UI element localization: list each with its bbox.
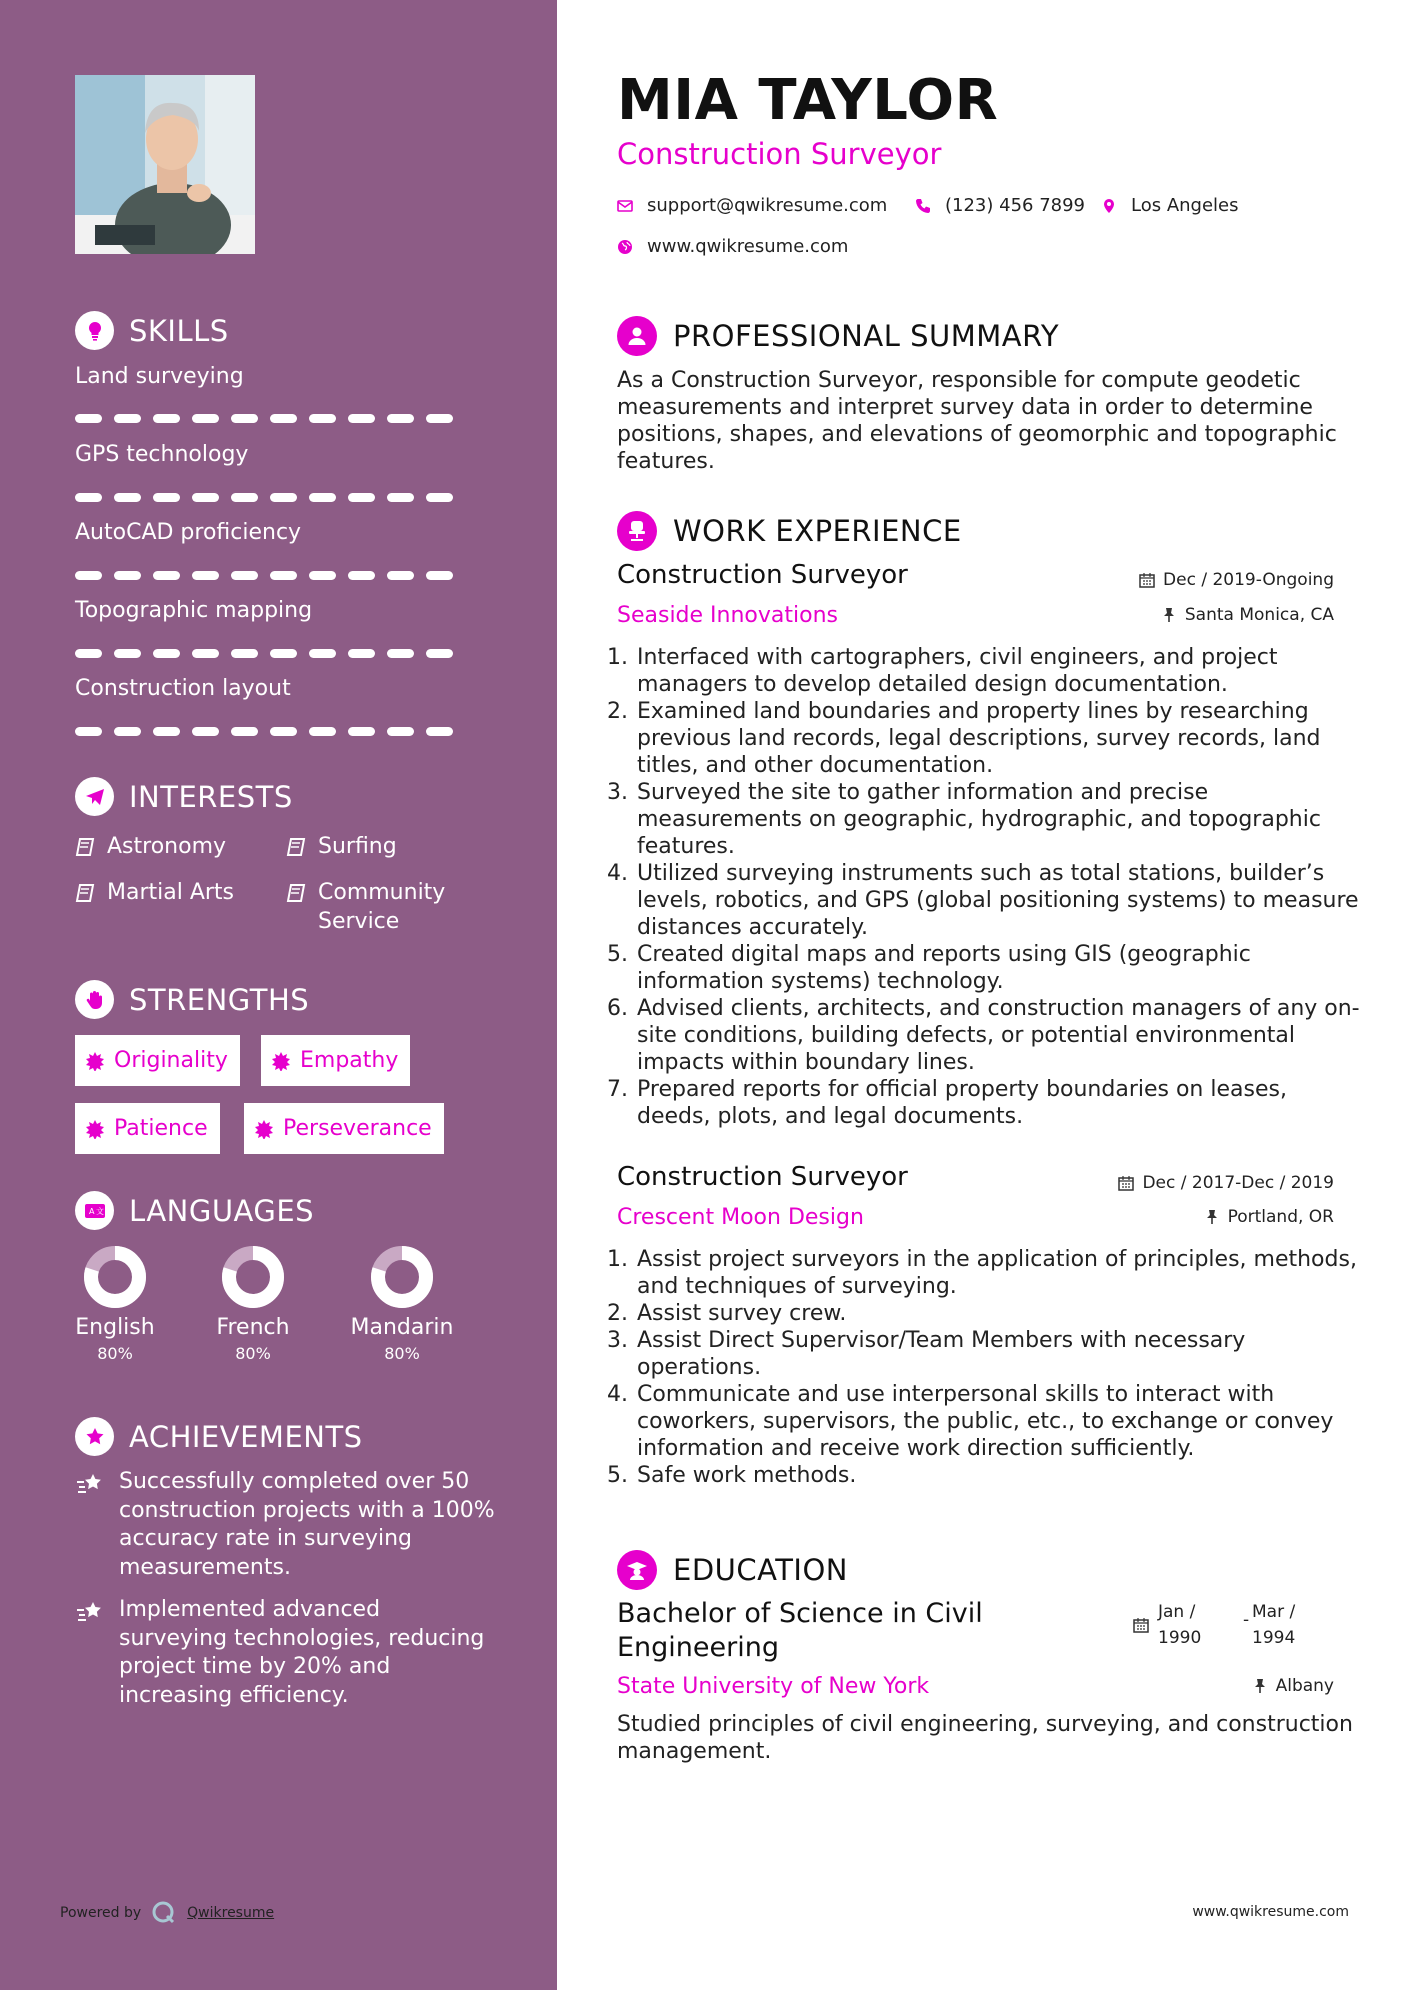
skill-name: AutoCAD proficiency [75,520,302,545]
duty-item: 3. Surveyed the site to gather information and precise measurements on geographic, hydrographic, and topographic features. [635,779,1362,860]
svg-text:A: A [88,1206,94,1216]
burst-icon [85,1051,105,1071]
duty-item: 5. Created digital maps and reports using GIS (geographic information systems) technology. [635,941,1362,995]
skill-level-bar [75,649,453,658]
date-separator: - [1243,1610,1250,1630]
language-item [207,1245,299,1363]
duty-item: 1. Interfaced with cartographers, civil engineers, and project managers to develop detailed design documentation. [635,644,1362,698]
interests-heading [75,777,293,816]
strength-badge [75,1035,240,1086]
location-text: Los Angeles [1131,195,1239,216]
shooting-star-icon [75,1600,107,1626]
skill-name: Land surveying [75,364,244,389]
map-pin-icon [1101,198,1117,214]
contact-phone[interactable] [915,195,1085,216]
language-donut [221,1245,285,1309]
skill-name: GPS technology [75,442,249,467]
skills-title: SKILLS [129,313,229,348]
interest-item [75,832,226,861]
job-date-text: Dec / 2017-Dec / 2019 [1142,1173,1334,1193]
language-item [346,1245,458,1363]
duty-item: 4. Utilized surveying instruments such as total stations, builder’s levels, robotics, and GPS (global positioning systems) to measure distances accurately. [635,860,1362,941]
candidate-role: Construction Surveyor [617,137,942,171]
powered-by-label: Powered by [60,1905,142,1921]
office-chair-icon [617,511,657,551]
summary-heading [617,316,1059,356]
education-title: EDUCATION [673,1553,849,1587]
website-text: www.qwikresume.com [647,236,849,257]
degree-title: Bachelor of Science in Civil Engineering [617,1598,983,1663]
contact-email[interactable] [617,195,887,216]
contact-website[interactable] [617,236,848,257]
end-year: 1994 [1252,1628,1296,1648]
contact-location [1101,195,1239,216]
languages-title: LANGUAGES [129,1193,315,1228]
start-year: 1990 [1158,1628,1202,1648]
svg-text:文: 文 [95,1206,104,1216]
duty-item: 2. Assist survey crew. [635,1300,1362,1327]
book-icon [75,836,97,858]
interest-item [75,878,234,907]
interest-label: Astronomy [107,834,227,859]
phone-icon [915,198,931,214]
achievements-title: ACHIEVEMENTS [129,1419,363,1454]
experience-title: WORK EXPERIENCE [673,514,962,548]
language-name: French [216,1315,290,1340]
hand-icon [75,980,114,1019]
candidate-name: MIA TAYLOR [617,68,999,133]
brand-link[interactable]: Qwikresume [187,1905,275,1921]
education-start-date [1158,1599,1201,1651]
strengths-title: STRENGTHS [129,982,310,1017]
paper-plane-icon [75,777,114,816]
phone-text: (123) 456 7899 [945,195,1086,216]
language-level: 80% [235,1344,271,1363]
lightbulb-icon [75,311,114,350]
envelope-icon [617,198,633,214]
calendar-icon [1139,572,1155,588]
book-icon [75,882,97,904]
interest-label: Surfing [318,834,397,859]
language-name: English [75,1315,155,1340]
footer-url[interactable]: www.qwikresume.com [1192,1904,1349,1920]
pushpin-icon [1204,1209,1220,1225]
company-name: Seaside Innovations [617,603,838,628]
translate-icon [75,1191,114,1230]
interest-label: Martial Arts [107,880,235,905]
calendar-icon [1118,1175,1134,1191]
education-location [1252,1676,1334,1696]
languages-heading [75,1191,314,1230]
duty-item: 1. Assist project surveyors in the application of principles, methods, and techniques of surveying. [635,1246,1362,1300]
job-title: Construction Surveyor [617,560,908,590]
skill-level-bar [75,571,453,580]
profile-photo [75,75,255,254]
strength-label: Originality [114,1048,228,1073]
company-name: Crescent Moon Design [617,1205,864,1230]
duty-item: 4. Communicate and use interpersonal skills to interact with coworkers, supervisors, the public, etc., to exchange or convey information and receive work direction sufficiently. [635,1381,1362,1462]
pushpin-icon [1161,607,1177,623]
skill-name: Topographic mapping [75,598,313,623]
experience-heading [617,511,962,551]
powered-by [60,1900,274,1926]
interests-title: INTERESTS [129,779,293,814]
start-month: Jan / [1158,1602,1196,1622]
star-badge-icon [75,1417,114,1456]
education-end-date [1252,1599,1295,1651]
summary-title: PROFESSIONAL SUMMARY [673,319,1060,353]
globe-icon [617,239,633,255]
achievement-item [75,1468,495,1582]
summary-text: As a Construction Surveyor, responsible for compute geodetic measurements and interpret survey data in order to determine positions, shapes, and elevations of geomorphic and topographic features. [617,368,1337,474]
job-date [1118,1173,1334,1193]
strength-badge [261,1035,410,1086]
job-location-text: Portland, OR [1227,1207,1334,1227]
language-donut [83,1245,147,1309]
skill-level-bar [75,727,453,736]
duty-item: 6. Advised clients, architects, and construction managers of any on-site conditions, building defects, or potential environmental impacts within boundary lines. [635,995,1362,1076]
language-name: Mandarin [350,1315,454,1340]
strength-label: Patience [114,1116,208,1141]
shooting-star-icon [75,1472,107,1498]
skill-level-bar [75,493,453,502]
interest-item [286,878,456,936]
job-location-text: Santa Monica, CA [1184,605,1334,625]
language-level: 80% [97,1344,133,1363]
graduate-icon [617,1550,657,1590]
pushpin-icon [1252,1678,1268,1694]
job-date-text: Dec / 2019-Ongoing [1163,570,1334,590]
strength-badge [244,1103,444,1154]
user-icon [617,316,657,356]
skill-name: Construction layout [75,676,291,701]
language-level: 80% [384,1344,420,1363]
interest-item [286,832,397,861]
job-title: Construction Surveyor [617,1162,908,1192]
skill-level-bar [75,414,453,423]
achievement-text: Implemented advanced surveying technologies, reducing project time by 20% and increasing efficiency. [119,1597,485,1708]
book-icon [286,882,308,904]
strength-label: Empathy [300,1048,399,1073]
education-location-text: Albany [1275,1676,1334,1696]
duty-item: 2. Examined land boundaries and property lines by researching previous land records, legal descriptions, survey records, land titles, and other documentation. [635,698,1362,779]
achievement-text: Successfully completed over 50 construction projects with a 100% accuracy rate in surveying measurements. [119,1469,495,1580]
duty-item: 7. Prepared reports for official property boundaries on leases, deeds, plots, and legal documents. [635,1076,1362,1130]
job-location [1161,605,1334,625]
language-item [69,1245,161,1363]
language-donut [370,1245,434,1309]
burst-icon [85,1119,105,1139]
main-content [557,0,1407,1990]
strength-badge [75,1103,220,1154]
calendar-icon [1133,1617,1149,1633]
portrait-image [75,75,255,254]
end-month: Mar / [1252,1602,1296,1622]
education-heading [617,1550,848,1590]
job-duties [617,644,1362,1130]
achievement-item [75,1596,495,1710]
sidebar [0,0,557,1990]
education-description: Studied principles of civil engineering, surveying, and construction management. [617,1712,1353,1764]
skills-heading [75,311,229,350]
job-location [1204,1207,1334,1227]
interest-label: Community Service [318,880,446,934]
email-text: support@qwikresume.com [647,195,888,216]
qwikresume-logo-icon [151,1900,177,1926]
job-date [1139,570,1334,590]
duty-item: 3. Assist Direct Supervisor/Team Members with necessary operations. [635,1327,1362,1381]
burst-icon [254,1119,274,1139]
job-duties [617,1246,1362,1489]
strength-label: Perseverance [283,1116,432,1141]
achievements-heading [75,1417,363,1456]
book-icon [286,836,308,858]
duty-item: 5. Safe work methods. [635,1462,1362,1489]
burst-icon [271,1051,291,1071]
strengths-heading [75,980,309,1019]
school-name: State University of New York [617,1674,930,1699]
